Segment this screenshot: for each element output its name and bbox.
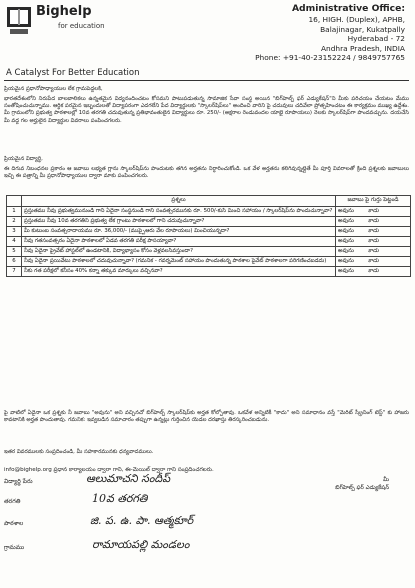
yes-option[interactable]: అవును (338, 238, 354, 244)
row-number: 1 (7, 207, 22, 217)
row-number: 7 (7, 267, 22, 277)
question-text: నీవు ఏదైనా ప్రైవేట్ హాస్టల్‌లో ఉండటానికి, విద్యాభ్యాసం కోసం వెళ్లవలసివస్తుందా? (22, 247, 336, 257)
school-row (4, 520, 64, 528)
row-number: 5 (7, 247, 22, 257)
no-option[interactable]: కాదు (368, 238, 379, 244)
no-option[interactable]: కాదు (368, 218, 379, 224)
village-label: గ్రామము (4, 544, 25, 551)
answer-options[interactable] (336, 227, 411, 237)
answer-options[interactable] (336, 217, 411, 227)
no-option[interactable]: కాదు (368, 228, 379, 234)
class-label: తరగతి (4, 498, 21, 505)
question-text: ప్రస్తుతము నీవు ప్రభుత్వమునుండి గాని ఏదైనా సంస్థనుండి గాని సంవత్సరమునకు రూ. 500/-కుసి మించి సహాయం / స్కాలర్‌షిప్‌ను పొందుచున్నావా? (22, 207, 336, 217)
header-divider (4, 80, 409, 81)
answer-options[interactable] (336, 247, 411, 257)
question-text: మీ కుటుంబ సంవత్సరాదాయము రూ. 36,000/- (ముప్పైఆరు వేల రూపాయలు) మించియున్నదా? (22, 227, 336, 237)
class-value[interactable]: 10వ తరగతి (92, 492, 148, 505)
table-row (7, 227, 411, 237)
yes-option[interactable]: అవును (338, 228, 354, 234)
address-line: Balajinagar, Kukatpally (320, 24, 405, 34)
question-text: నీవు ఏదైనా ప్రయివేటు పాఠశాలలో చదువుచున్నావా? (గమనిక - గవర్నమెంట్ సహాయం పొందుతున్న పాఠశాల పైవేట్ పాఠశాలగా పరిగణించబడదు) (22, 257, 336, 267)
table-row (7, 267, 411, 277)
table-row (7, 247, 411, 257)
intro-paragraph: భారతదేశంలోని నిరుపేద బాలబాలికలు ఉన్నతమైన విద్యనందించటం కోసమని పాటుపడుతున్న సామాజిక సేవా సంస్థ అయిన "బిగ్‌హెల్ప్ ఫర్ ఎడ్యుకేషన్"ని మీకు పరిచయం చేయటం మేము సంతోషించుచున్నాము. ఆర్థిక పరమైన ఇబ్బందులతో విద్యాపరంగా ఎదగలేని పేద విద్యార్థులకు "స్కాలర్‌షిప్‌లు" అందించి వారిని పై చదువులు చదివేలా ప్రోత్సహించటం ఈ కార్యక్రమం ముఖ్య ఉద్దేశం. మీ గ్రామంలోని ప్రభుత్వ పాఠశాలల్లో 10వ తరగతి చదువుతున్న ప్రతిభావంతులైన విద్యార్థులు రూ. 250/- (అక్షరాల రెండువందల యాభై రూపాయలు) నెలకు స్కాలర్‌షిప్‌గా పొందవచ్చును. దయచేసి మీ వద్ద గల అర్హులైన విద్యార్థుల వివరాలు పంపించగలరు. (4, 96, 409, 124)
class-row (4, 498, 64, 506)
yes-option[interactable]: అవును (338, 258, 354, 264)
answer-options[interactable] (336, 207, 411, 217)
salutation: ప్రియమైన ప్రధానోపాధ్యాయుల లేక గ్రామపెద్దలకి, (4, 86, 103, 92)
yes-option[interactable]: అవును (338, 208, 354, 214)
table-row (7, 207, 411, 217)
village-row (4, 544, 64, 552)
yes-option[interactable]: అవును (338, 248, 354, 254)
contact-line: info@bighelp.org ప్రధాన కార్యాలయం ద్వారా గాని, ఈ-మెయిల్ ద్వారా గాని సంప్రదించగలరు. (4, 467, 214, 473)
no-option[interactable]: కాదు (368, 208, 379, 214)
table-row (7, 217, 411, 227)
table-header (7, 196, 411, 207)
office-phone: Phone: +91-40-23152224 / 9849757765 (255, 53, 405, 63)
instructions-paragraph: ఈ దిగువ నిబంధనల ప్రకారం ఆ జవాబు లభ్యత గ్లాను స్కాలర్‌షిప్‌ను పొందుటకు తగిన అర్హతను నిర్ధారించుకోండి. ఒక వేళ అర్హతను కలిగివున్నట్లైతే మీ పూర్తి వివరాలతో క్రింది ప్రశ్నలకు జవాబులు ఇచ్చి ఈ పత్రాన్ని మీ ప్రధానోపాధ్యాయుల ద్వారా మాకు పంపించగలరు. (4, 166, 409, 180)
eligibility-table (6, 195, 411, 277)
question-header: ప్రశ్నలు (22, 196, 336, 207)
answer-options[interactable] (336, 267, 411, 277)
school-value[interactable]: జి. ప. ఉ. పా. ఆత్మకూర్ (90, 514, 194, 527)
village-value[interactable]: రామాయపల్లి మండలం (92, 538, 190, 551)
eligibility-note: పై వాటిలో ఏదైనా ఒక ప్రశ్నకు నీ జవాబు "అవును" అని వచ్చినచో బిగ్‌హెల్ప్ స్కాలర్‌షిప్‌కు అర్హత కోల్పోతావు. ఒకవేళ అన్నిటికీ "కాదు" అని సమాధానం వస్తే "మెరిట్ స్క్రీనింగ్ టెస్ట్" కు హాజరు కావటానికి అర్హత పొందుతావు. గమనిక: ఇవ్వబడిన సమాచారం తప్పుగా ఉన్నట్లు గుర్తించిన యెడల దరఖాస్తు తిరస్కరించబడును. (4, 410, 409, 424)
question-text: ప్రస్తుతము నీవు 10వ తరగతిని ప్రభుత్వ లేక గ్రాంటు పాఠశాలలో గాని చదువుచున్నావా? (22, 217, 336, 227)
address-line: Andhra Pradesh, INDIA (320, 43, 405, 53)
table-row (7, 237, 411, 247)
question-text: నీవు గతసంవత్సరం ఏదైనా పాఠశాలలో ఏడవ తరగతి పరీక్ష పాసయ్యావా? (22, 237, 336, 247)
row-number: 6 (7, 257, 22, 267)
answer-options[interactable] (336, 237, 411, 247)
yes-option[interactable]: అవును (338, 268, 354, 274)
school-label: పాఠశాల (4, 520, 24, 527)
table-row (7, 257, 411, 267)
no-option[interactable]: కాదు (368, 258, 379, 264)
row-number: 4 (7, 237, 22, 247)
row-number: 2 (7, 217, 22, 227)
letterhead (0, 0, 415, 80)
office-title: Administrative Office: (291, 3, 405, 14)
answer-options[interactable] (336, 257, 411, 267)
closing-word: మీ (383, 477, 389, 483)
closing-block (335, 476, 389, 492)
row-number: 3 (7, 227, 22, 237)
question-text: నీకు గత పరీక్షలో కనీసం 40% కన్నా తక్కువ మార్కులు వచ్చినవా? (22, 267, 336, 277)
no-option[interactable]: కాదు (368, 268, 379, 274)
student-greeting: ప్రియమైన విద్యార్థి, (4, 156, 43, 162)
brand-subtitle: for education (58, 22, 105, 30)
yes-option[interactable]: అవును (338, 218, 354, 224)
student-name-value[interactable]: ఆలుమాచని సందీప్ (86, 472, 171, 485)
address-line: 16, HIGH. (Duplex), APHB, (308, 15, 405, 24)
student-name-row (4, 478, 64, 486)
answer-header: జవాబు పై గుర్తు పెట్టండి (336, 196, 411, 207)
name-label: విద్యార్థి పేరు (4, 478, 33, 485)
no-option[interactable]: కాదు (368, 248, 379, 254)
office-address (185, 3, 405, 63)
brand-name: Bighelp (36, 4, 92, 19)
thanks-note: ఇతర వివరములకు సంప్రదించండి, మీ సహకారమునకు ధన్యవాదములు. (4, 449, 154, 455)
closing-signature: బిగ్‌హెల్ప్ ఫర్ ఎడ్యుకేషన్ (335, 485, 389, 491)
book-logo-icon (6, 6, 32, 36)
address-line: Hyderabad - 72 (347, 34, 405, 44)
tagline: A Catalyst For Better Education (6, 68, 140, 78)
